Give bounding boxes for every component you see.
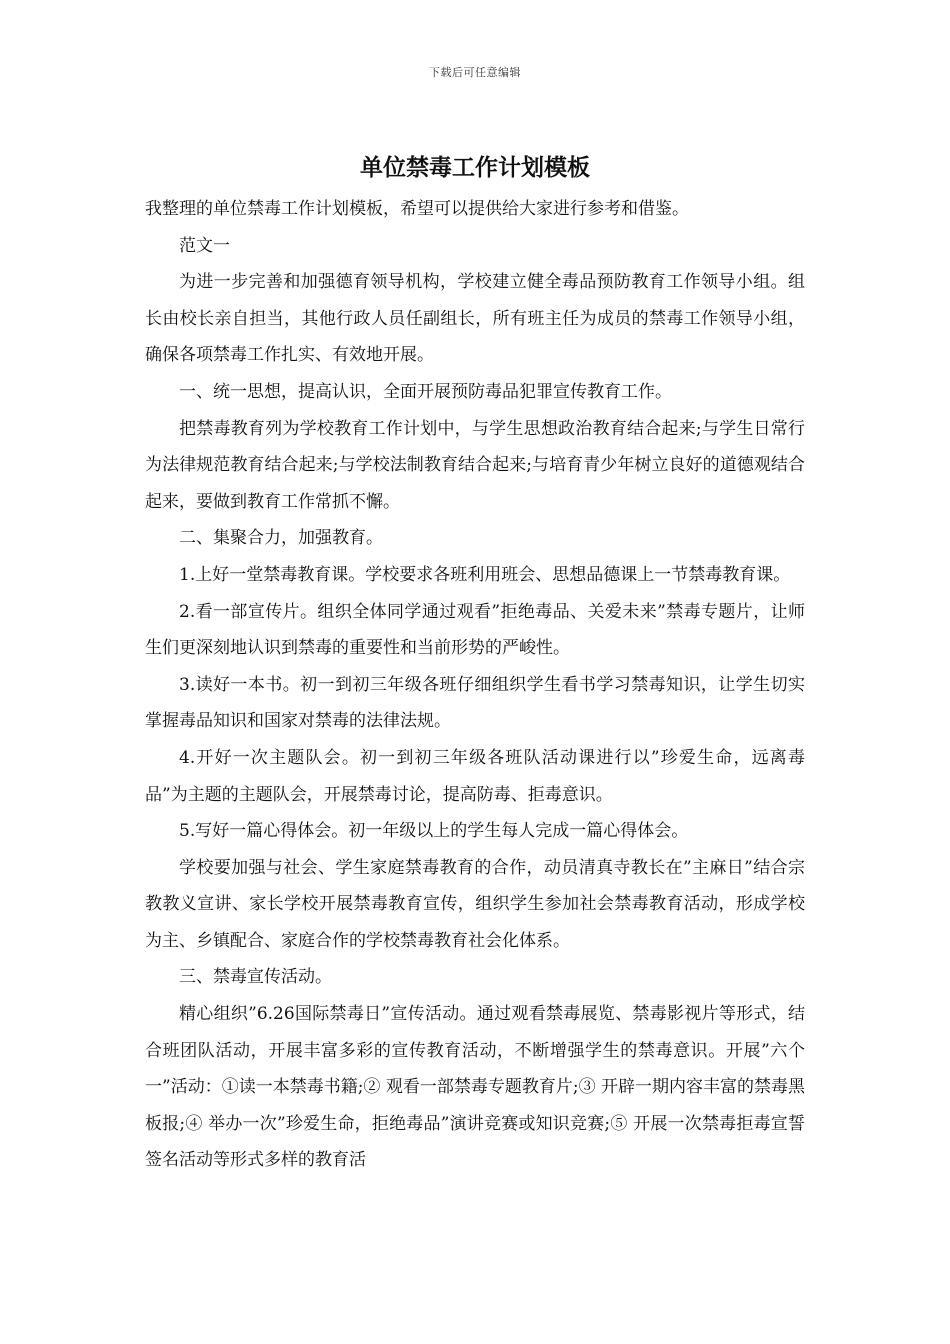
paragraph: 精心组织”6.26国际禁毒日”宣传活动。通过观看禁毒展览、禁毒影视片等形式，结合班团队活动，开展丰富多彩的宣传教育活动，不断增强学生的禁毒意识。开展”六个一”活动：①读一本禁毒书籍;② 观看一部禁毒专题教育片;③ 开辟一期内容丰富的禁毒黑板报;④ 举办一次”珍爱生命，拒绝毒品”演讲竞赛或知识竞赛;⑤ 开展一次禁毒拒毒宣誓签名活动等形式多样的教育活: [145, 1004, 805, 1171]
list-item: 3.读好一本书。初一到初三年级各班仔细组织学生看书学习禁毒知识，让学生切实掌握毒品知识和国家对禁毒的法律法规。: [145, 674, 805, 732]
sample-label: 范文一: [179, 235, 230, 256]
section-heading: 三、禁毒宣传活动。: [179, 967, 332, 988]
paragraph: 学校要加强与社会、学生家庭禁毒教育的合作，动员清真寺教长在”主麻日”结合宗教教义宣讲、家长学校开展禁毒教育宣传，组织学生参加社会禁毒教育活动，形成学校为主、乡镇配合、家庭合作的学校禁毒教育社会化体系。: [145, 857, 805, 951]
paragraph: 为进一步完善和加强德育领导机构，学校建立健全毒品预防教育工作领导小组。组长由校长亲自担当，其他行政人员任副组长，所有班主任为成员的禁毒工作领导小组，确保各项禁毒工作扎实、有效地开展。: [145, 272, 805, 366]
document-body: [145, 191, 805, 1179]
section-heading: 一、统一思想，提高认识，全面开展预防毒品犯罪宣传教育工作。: [179, 381, 672, 402]
list-item: 1.上好一堂禁毒教育课。学校要求各班利用班会、思想品德课上一节禁毒教育课。: [179, 564, 791, 585]
document-title: 单位禁毒工作计划模板: [360, 154, 590, 181]
list-item: 5.写好一篇心得体会。初一年级以上的学生每人完成一篇心得体会。: [179, 821, 689, 842]
intro-paragraph: 我整理的单位禁毒工作计划模板，希望可以提供给大家进行参考和借鉴。: [145, 199, 689, 219]
paragraph: 把禁毒教育列为学校教育工作计划中，与学生思想政治教育结合起来;与学生日常行为法律规范教育结合起来;与学校法制教育结合起来;与培育青少年树立良好的道德观结合起来，要做到教育工作常抓不懈。: [145, 418, 805, 512]
list-item: 2.看一部宣传片。组织全体同学通过观看”拒绝毒品、关爱未来”禁毒专题片，让师生们更深刻地认识到禁毒的重要性和当前形势的严峻性。: [145, 601, 805, 659]
header-note: 下载后可任意编辑: [429, 66, 521, 79]
section-heading: 二、集聚合力，加强教育。: [179, 528, 383, 549]
list-item: 4.开好一次主题队会。初一到初三年级各班队活动课进行以”珍爱生命，远离毒品”为主题的主题队会，开展禁毒讨论，提高防毒、拒毒意识。: [145, 747, 805, 805]
